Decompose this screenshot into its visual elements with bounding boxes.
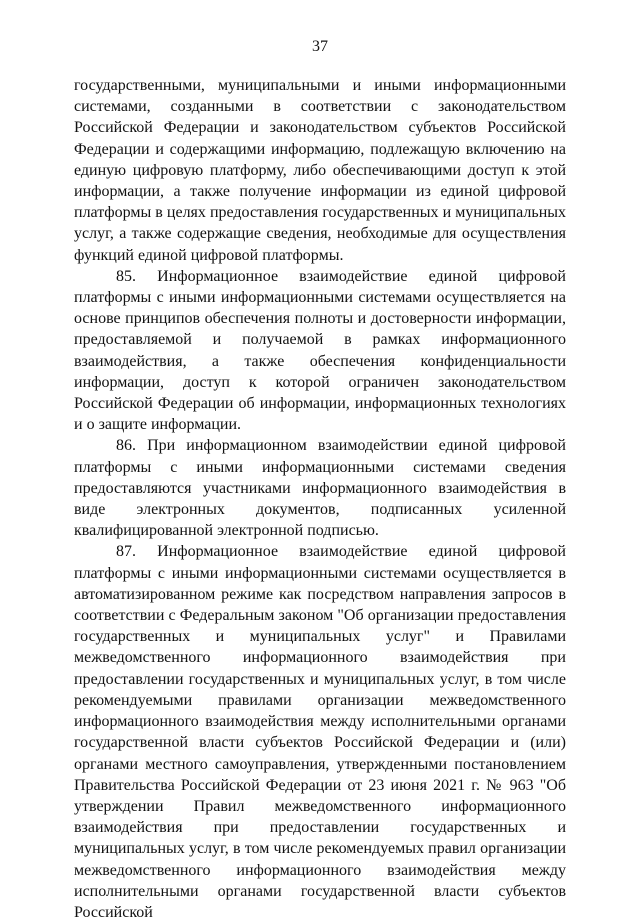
paragraph-86: 86. При информационном взаимодействии единой цифровой платформы с иными информационными системами сведения предоставляются участниками информационного взаимодействия в виде электронных документов, подписанных усиленной квалифицированной электронной подписью. <box>74 437 566 540</box>
page-number: 37 <box>312 38 328 55</box>
document-body <box>74 75 566 923</box>
paragraph-87: 87. Информационное взаимодействие единой цифровой платформы с иными информационными системами осуществляется в автоматизированном режиме как посредством направления запросов в соответствии с Федеральным законом "Об организации предоставления государственных и муниципальных услуг" и Правилами межведомственного информационного взаимодействия при предоставлении государственных и муниципальных услуг, в том числе рекомендуемыми правилами организации межведомственного информационного взаимодействия между исполнительными органами государственной власти субъектов Российской Федерации и (или) органами местного самоуправления, утвержденными постановлением Правительства Российской Федерации от 23 июня 2021 г. № 963 "Об утверждении Правил межведомственного информационного взаимодействия при предоставлении государственных и муниципальных услуг, в том числе рекомендуемых правил организации межведомственного информационного взаимодействия между исполнительными органами государственной власти субъектов Российской <box>74 543 566 921</box>
paragraph-continuation: государственными, муниципальными и иными информационными системами, созданными в соответствии с законодательством Российской Федерации и законодательством субъектов Российской Федерации и содержащими информацию, подлежащую включению на единую цифровую платформу, либо обеспечивающими доступ к этой информации, а также получение информации из единой цифровой платформы в целях предоставления государственных и муниципальных услуг, а также содержащие сведения, необходимые для осуществления функций единой цифровой платформы. <box>74 77 566 264</box>
paragraph-85: 85. Информационное взаимодействие единой цифровой платформы с иными информационными системами осуществляется на основе принципов обеспечения полноты и достоверности информации, предоставляемой и получаемой в рамках информационного взаимодействия, а также обеспечения конфиденциальности информации, доступ к которой ограничен законодательством Российской Федерации об информации, информационных технологиях и о защите информации. <box>74 267 566 434</box>
